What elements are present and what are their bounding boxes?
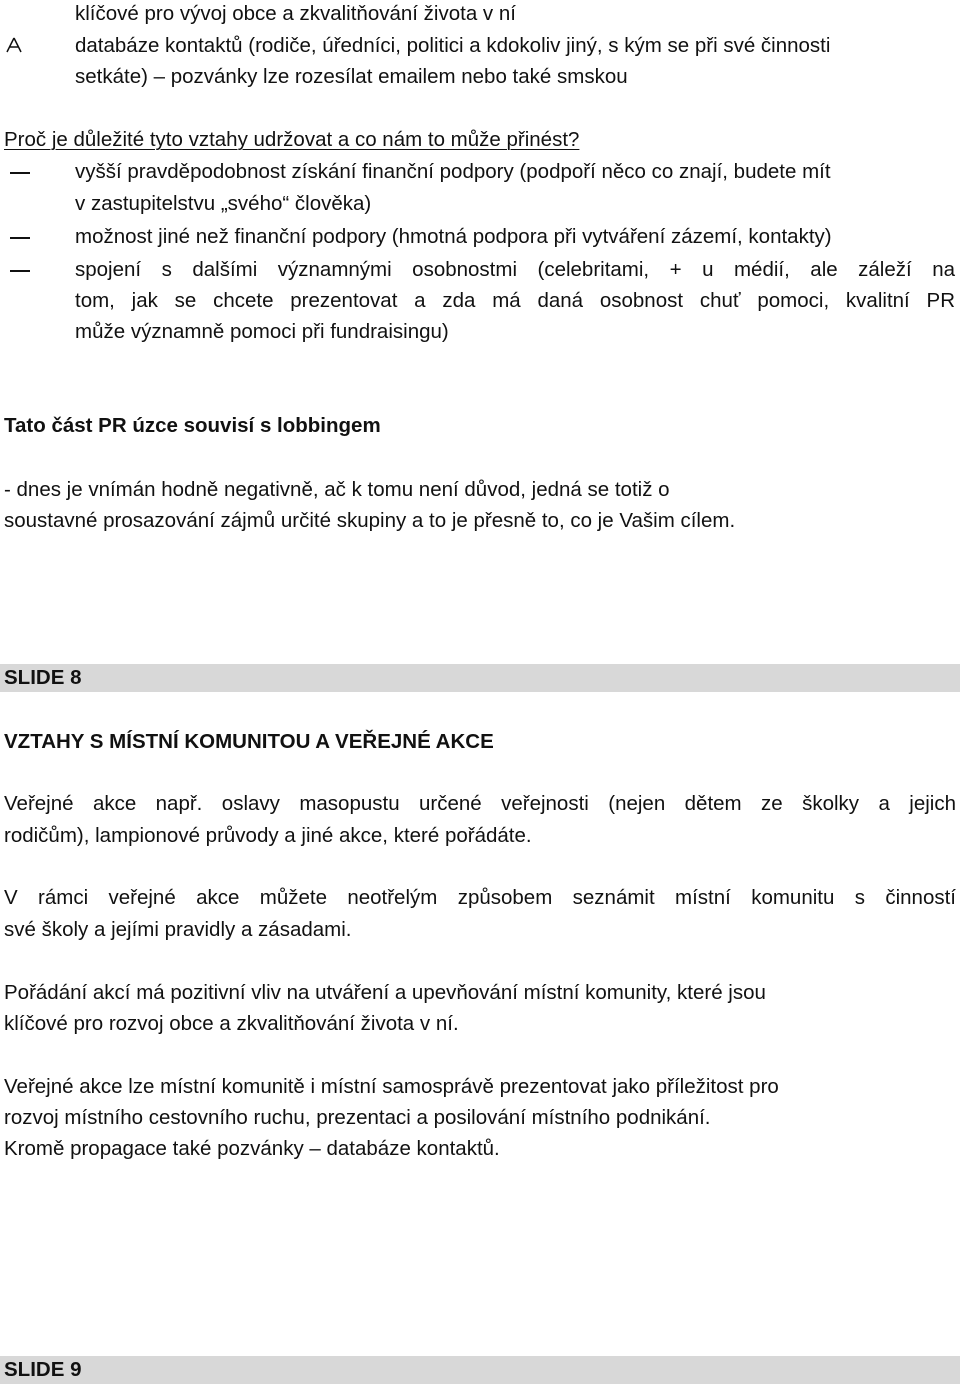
dash-item-line: vyšší pravděpodobnost získání finanční podpory (podpoří něco co znají, budete mít [75, 160, 831, 183]
dash-bullet-icon [10, 172, 30, 174]
pointer-arrow-icon [4, 36, 24, 56]
text-line: klíčové pro vývoj obce a zkvalitňování života v ní [75, 2, 516, 25]
paragraph-line: klíčové pro rozvoj obce a zkvalitňování života v ní. [4, 1012, 459, 1035]
question-heading: Proč je důležité tyto vztahy udržovat a co nám to může přinést? [4, 128, 580, 151]
paragraph-line: Kromě propagace také pozvánky – databáze kontaktů. [4, 1137, 500, 1160]
section-heading: Tato část PR úzce souvisí s lobbingem [4, 414, 381, 437]
paragraph-line: Pořádání akcí má pozitivní vliv na utváření a upevňování místní komunity, které jsou [4, 981, 766, 1004]
bullet-item-line: databáze kontaktů (rodiče, úředníci, politici a kdokoliv jiný, s kým se při své činnosti [75, 34, 831, 57]
dash-item-line: tom, jak se chcete prezentovat a zda má daná osobnost chuť pomoci, kvalitní PR [75, 289, 955, 312]
paragraph-line: soustavné prosazování zájmů určité skupiny a to je přesně to, co je Vašim cílem. [4, 509, 736, 532]
paragraph-line: rodičům), lampionové průvody a jiné akce, které pořádáte. [4, 824, 532, 847]
paragraph-line: Veřejné akce lze místní komunitě i místní samosprávě prezentovat jako příležitost pro [4, 1075, 779, 1098]
dash-item-line: možnost jiné než finanční podpory (hmotná podpora při vytváření zázemí, kontakty) [75, 225, 832, 248]
slide-title: VZTAHY S MÍSTNÍ KOMUNITOU A VEŘEJNÉ AKCE [4, 730, 494, 753]
slide-label: SLIDE 8 [4, 666, 82, 689]
paragraph-line: Veřejné akce např. oslavy masopustu určené veřejnosti (nejen dětem ze školky a jejich [4, 792, 956, 815]
paragraph-line: V rámci veřejné akce můžete neotřelým způsobem seznámit místní komunitu s činností [4, 886, 956, 909]
dash-bullet-icon [10, 237, 30, 239]
paragraph-line: - dnes je vnímán hodně negativně, ač k tomu není důvod, jedná se totiž o [4, 478, 670, 501]
slide-label: SLIDE 9 [4, 1358, 82, 1381]
dash-item-line: může významně pomoci při fundraisingu) [75, 320, 449, 343]
dash-item-line: v zastupitelstvu „svého“ člověka) [75, 192, 372, 215]
slide-header-bar [0, 664, 960, 692]
dash-bullet-icon [10, 270, 30, 272]
slide-header-bar [0, 1356, 960, 1384]
paragraph-line: své školy a jejími pravidly a zásadami. [4, 918, 352, 941]
dash-item-line: spojení s dalšími významnými osobnostmi (celebritami, + u médií, ale záleží na [75, 258, 955, 281]
bullet-item-line: setkáte) – pozvánky lze rozesílat emailem nebo také smskou [75, 65, 628, 88]
paragraph-line: rozvoj místního cestovního ruchu, prezentaci a posilování místního podnikání. [4, 1106, 711, 1129]
